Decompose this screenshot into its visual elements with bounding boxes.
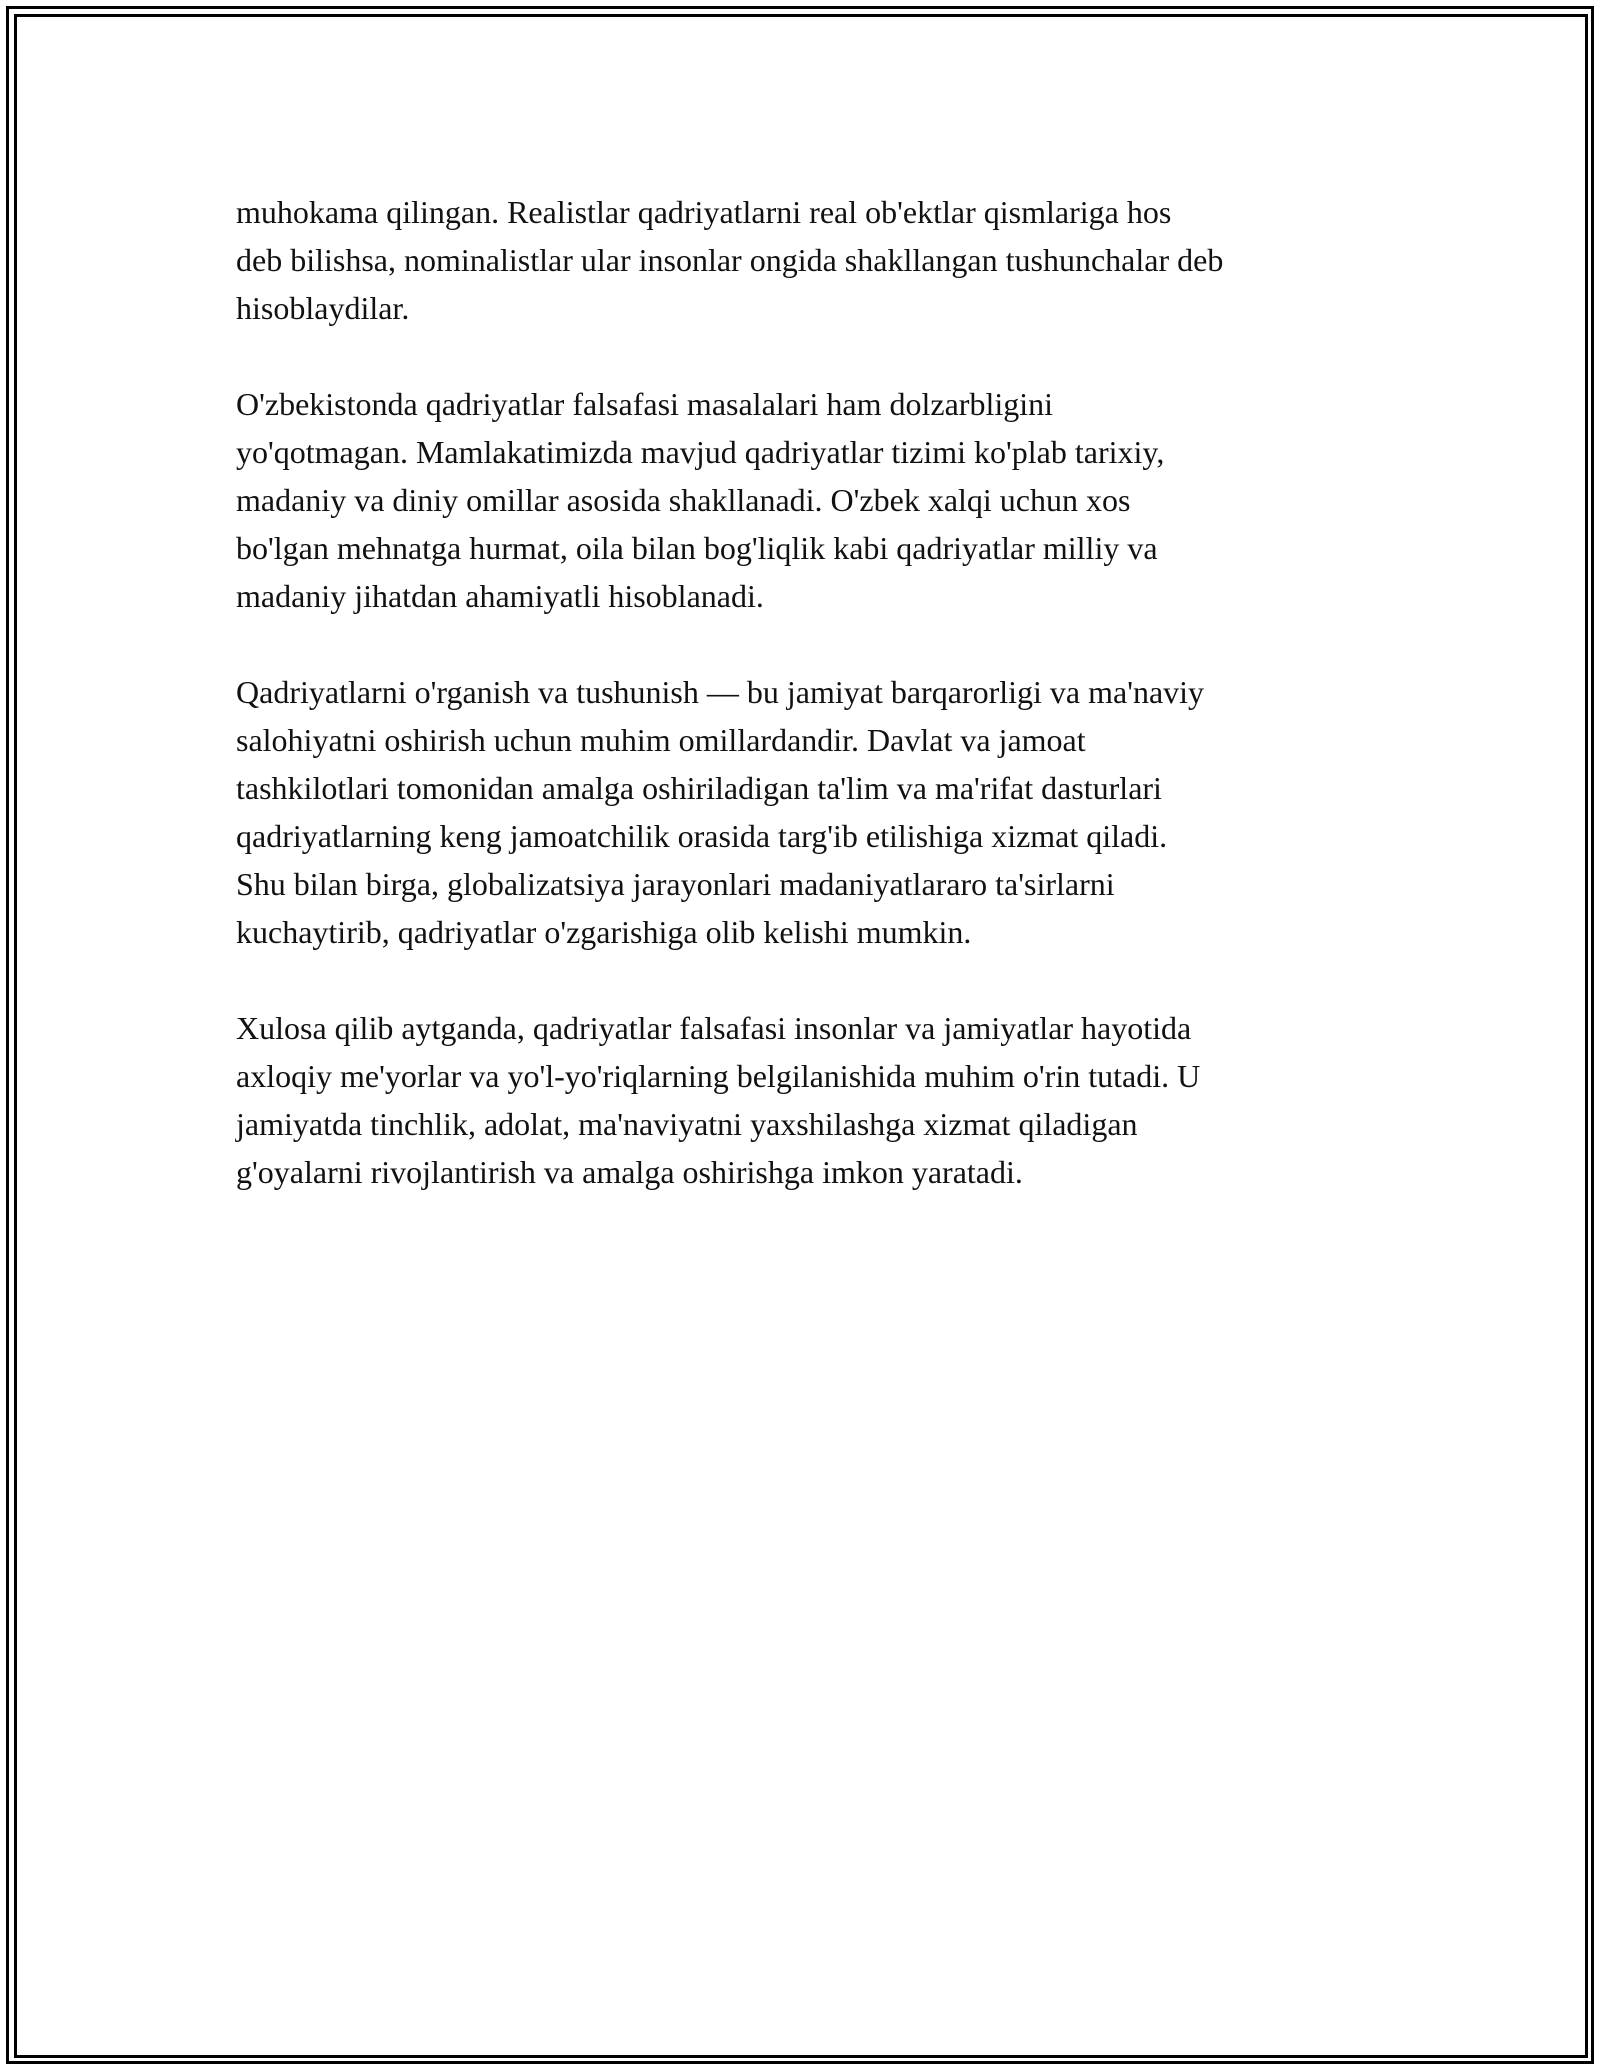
paragraph-line: kuchaytirib, qadriyatlar o'zgarishiga olib kelishi mumkin. [236, 914, 972, 950]
paragraph-line: Qadriyatlarni o'rganish va tushunish — bu jamiyat barqarorligi va ma'naviy [236, 674, 1205, 710]
paragraph-line: deb bilishsa, nominalistlar ular insonlar ongida shakllangan tushunchalar deb [236, 242, 1224, 278]
paragraph-line: yo'qotmagan. Mamlakatimizda mavjud qadriyatlar tizimi ko'plab tarixiy, [236, 434, 1165, 470]
paragraph-line: tashkilotlari tomonidan amalga oshiriladigan ta'lim va ma'rifat dasturlari [236, 770, 1162, 806]
paragraph-line: jamiyatda tinchlik, adolat, ma'naviyatni yaxshilashga xizmat qiladigan [236, 1106, 1138, 1142]
document-body [236, 188, 1376, 1244]
paragraph-line: g'oyalarni rivojlantirish va amalga oshirishga imkon yaratadi. [236, 1154, 1023, 1190]
paragraph-line: madaniy va diniy omillar asosida shakllanadi. O'zbek xalqi uchun xos [236, 482, 1131, 518]
paragraph-4 [236, 1004, 1376, 1196]
paragraph-3 [236, 668, 1376, 956]
paragraph-2 [236, 380, 1376, 620]
paragraph-line: O'zbekistonda qadriyatlar falsafasi masalalari ham dolzarbligini [236, 386, 1054, 422]
paragraph-line: muhokama qilingan. Realistlar qadriyatlarni real ob'ektlar qismlariga hos [236, 194, 1172, 230]
paragraph-1 [236, 188, 1376, 332]
paragraph-line: bo'lgan mehnatga hurmat, oila bilan bog'liqlik kabi qadriyatlar milliy va [236, 530, 1158, 566]
paragraph-line: hisoblaydilar. [236, 290, 410, 326]
paragraph-line: axloqiy me'yorlar va yo'l-yo'riqlarning belgilanishida muhim o'rin tutadi. U [236, 1058, 1201, 1094]
paragraph-line: madaniy jihatdan ahamiyatli hisoblanadi. [236, 578, 764, 614]
paragraph-line: Xulosa qilib aytganda, qadriyatlar falsafasi insonlar va jamiyatlar hayotida [236, 1010, 1192, 1046]
paragraph-line: qadriyatlarning keng jamoatchilik orasida targ'ib etilishiga xizmat qiladi. [236, 818, 1168, 854]
paragraph-line: salohiyatni oshirish uchun muhim omillardandir. Davlat va jamoat [236, 722, 1086, 758]
paragraph-line: Shu bilan birga, globalizatsiya jarayonlari madaniyatlararo ta'sirlarni [236, 866, 1115, 902]
